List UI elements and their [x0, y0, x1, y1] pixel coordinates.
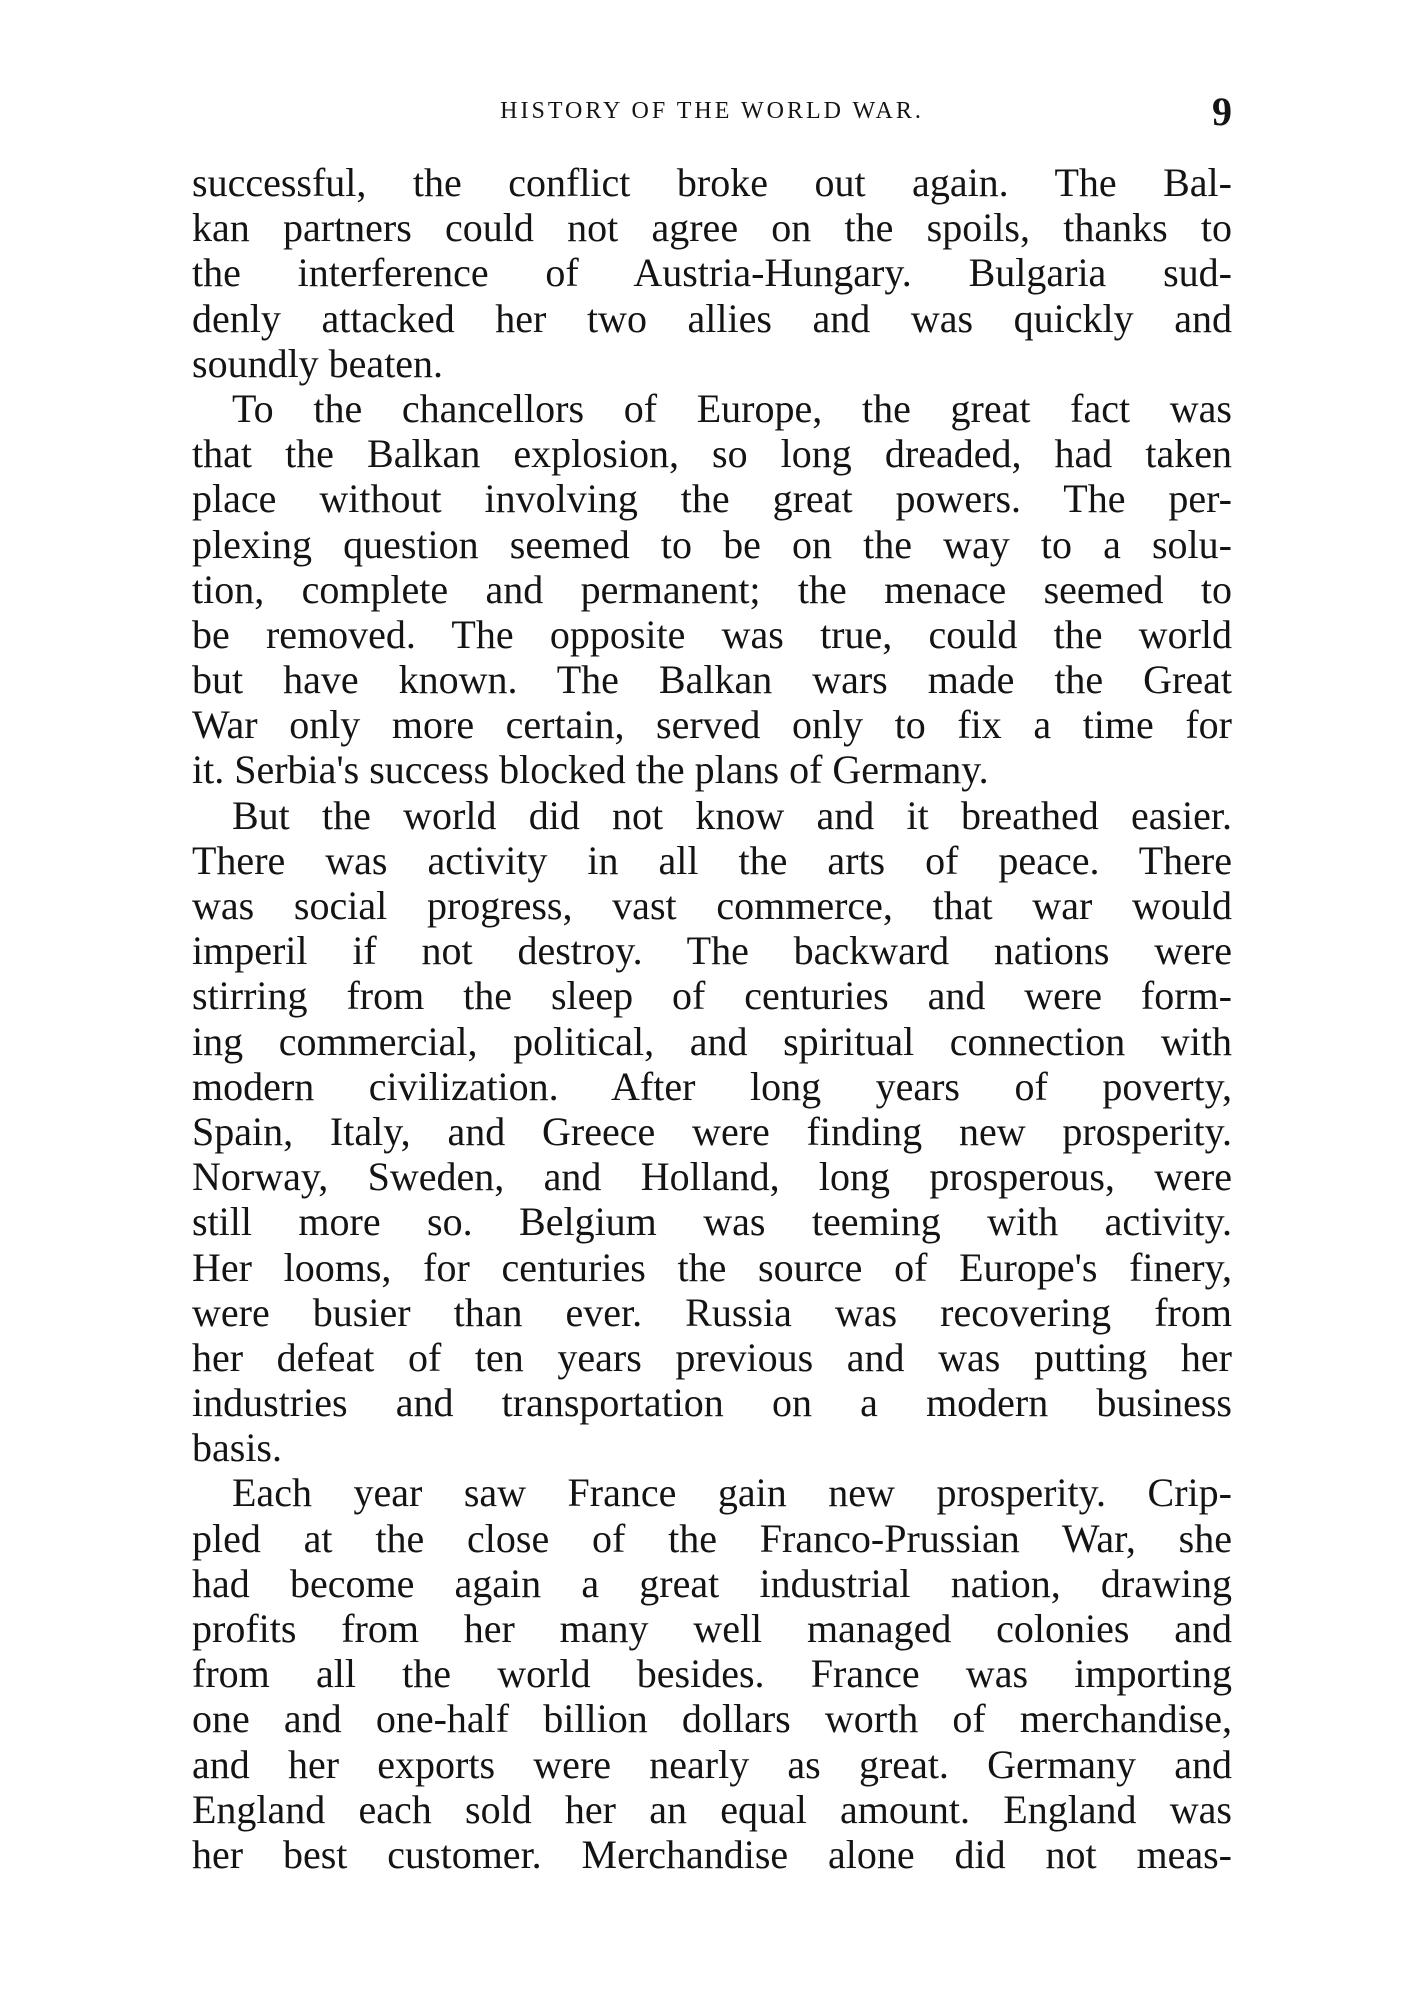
text-line: profits from her many well managed colonies and — [192, 1606, 1232, 1651]
text-line: basis. — [192, 1425, 282, 1471]
text-line: industries and transportation on a modern business — [192, 1380, 1232, 1426]
text-line: her best customer. Merchandise alone did not meas- — [192, 1831, 1232, 1877]
text-line: pled at the close of the Franco-Prussian War, she — [192, 1515, 1232, 1561]
text-line: had become again a great industrial nation, drawing — [192, 1560, 1232, 1606]
text-line: from all the world besides. France was importing — [192, 1651, 1232, 1697]
text-line: To the chancellors of Europe, the great fact was — [232, 385, 1232, 431]
text-line: But the world did not know and it breathed easier. — [232, 792, 1232, 838]
text-line: place without involving the great powers. The per- — [192, 476, 1232, 522]
text-line: be removed. The opposite was true, could the world — [192, 611, 1232, 657]
text-line: but have known. The Balkan wars made the Great — [192, 657, 1232, 703]
text-line: her defeat of ten years previous and was putting her — [192, 1334, 1232, 1380]
text-line: the interference of Austria-Hungary. Bulgaria sud- — [192, 250, 1232, 296]
text-line: tion, complete and permanent; the menace seemed to — [192, 566, 1232, 612]
text-line: that the Balkan explosion, so long dreaded, had taken — [192, 431, 1232, 477]
text-line: plexing question seemed to be on the way to a solu- — [192, 521, 1232, 567]
running-title: HISTORY OF THE WORLD WAR. — [500, 98, 924, 124]
text-line: stirring from the sleep of centuries and were form- — [192, 973, 1232, 1019]
text-line: were busier than ever. Russia was recovering from — [192, 1289, 1232, 1335]
text-line: Norway, Sweden, and Holland, long prosperous, were — [192, 1154, 1232, 1200]
body-text — [192, 160, 1232, 1877]
page-number: 9 — [1212, 89, 1232, 134]
text-line: and her exports were nearly as great. Germany and — [192, 1741, 1232, 1787]
text-line: modern civilization. After long years of poverty, — [192, 1063, 1232, 1109]
text-line: imperil if not destroy. The backward nations were — [192, 928, 1232, 974]
text-line: War only more certain, served only to fix a time for — [192, 702, 1232, 748]
text-line: England each sold her an equal amount. England was — [192, 1786, 1232, 1832]
text-line: still more so. Belgium was teeming with activity. — [192, 1199, 1232, 1245]
text-line: denly attacked her two allies and was quickly and — [192, 295, 1232, 341]
text-line: kan partners could not agree on the spoils, thanks to — [192, 205, 1232, 251]
running-head — [192, 89, 1232, 136]
text-line: soundly beaten. — [192, 340, 444, 386]
text-line: it. Serbia's success blocked the plans of Germany. — [192, 747, 989, 793]
text-line: was social progress, vast commerce, that war would — [192, 883, 1232, 928]
text-line: There was activity in all the arts of peace. There — [192, 837, 1232, 883]
text-line: Spain, Italy, and Greece were finding new prosperity. — [192, 1108, 1232, 1154]
text-line: ing commercial, political, and spiritual connection with — [192, 1018, 1232, 1064]
text-line: Her looms, for centuries the source of Europe's finery, — [192, 1244, 1232, 1290]
text-line: Each year saw France gain new prosperity. Crip- — [232, 1470, 1232, 1516]
text-line: successful, the conflict broke out again. The Bal- — [192, 160, 1232, 205]
text-line: one and one-half billion dollars worth of merchandise, — [192, 1696, 1232, 1742]
